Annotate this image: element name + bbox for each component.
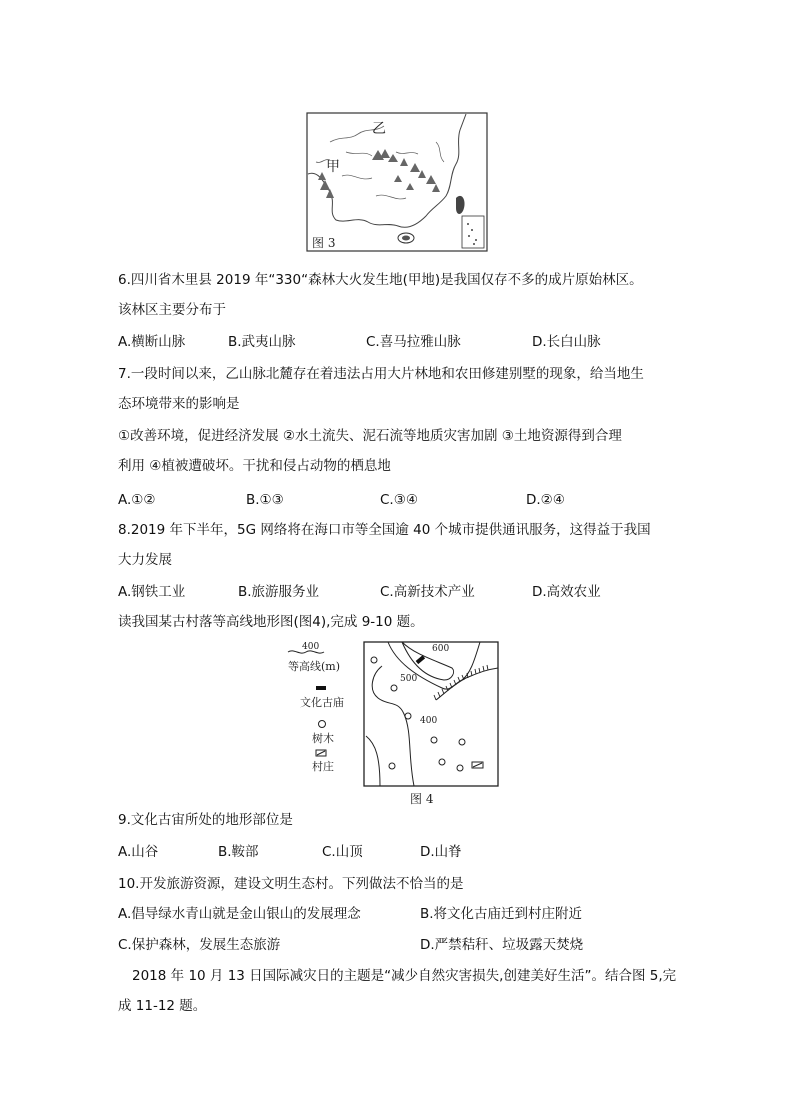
map-mark-yi: 乙 <box>372 121 386 137</box>
legend-tree-label: 树木 <box>312 732 334 745</box>
china-southern-map <box>306 112 488 252</box>
legend-temple-label: 文化古庙 <box>300 696 344 709</box>
q10-stem: 10.开发旅游资源，建设文明生态村。下列做法不恰当的是 <box>118 876 464 892</box>
intro-11-12-line2: 成 11-12 题。 <box>118 998 207 1014</box>
q8-option-b: B.旅游服务业 <box>238 584 320 600</box>
q10-option-d: D.严禁秸秆、垃圾露天焚烧 <box>420 937 584 953</box>
q7-option-c: C.③④ <box>380 492 418 508</box>
q6-option-c: C.喜马拉雅山脉 <box>366 334 461 350</box>
figure-3-label: 图 3 <box>312 236 336 250</box>
legend-contour-label: 等高线(m) <box>288 660 341 673</box>
q7-option-a: A.①② <box>118 492 156 508</box>
q10-option-c: C.保护森林，发展生态旅游 <box>118 937 281 953</box>
q8-option-d: D.高效农业 <box>532 584 601 600</box>
q9-option-b: B.鞍部 <box>218 844 259 860</box>
q8-stem-line2: 大力发展 <box>118 552 172 568</box>
contour-label-500: 500 <box>400 674 418 684</box>
q6-stem-line2: 该林区主要分布于 <box>118 302 226 318</box>
q9-stem: 9.文化古宙所处的地形部位是 <box>118 812 293 828</box>
q6-stem-line1: 6.四川省木里县 2019 年“330“森林大火发生地(甲地)是我国仅存不多的成片原始林区。 <box>118 272 643 288</box>
contour-label-400: 400 <box>420 716 438 726</box>
q9-option-d: D.山脊 <box>420 844 462 860</box>
map-mark-jia: 甲 <box>326 159 340 175</box>
q9-option-a: A.山谷 <box>118 844 159 860</box>
intro-9-10: 读我国某古村落等高线地形图(图4),完成 9-10 题。 <box>118 614 424 630</box>
figure-4-label: 图 4 <box>410 792 434 806</box>
q6-option-a: A.横断山脉 <box>118 334 186 350</box>
q8-option-c: C.高新技术产业 <box>380 584 475 600</box>
legend-village-label: 村庄 <box>312 760 334 773</box>
q7-option-b: B.①③ <box>246 492 284 508</box>
q6-option-b: B.武夷山脉 <box>228 334 296 350</box>
q8-stem-line1: 8.2019 年下半年，5G 网络将在海口市等全国逾 40 个城市提供通讯服务，这得益于我国 <box>118 522 651 538</box>
intro-11-12-line1: 2018 年 10 月 13 日国际减灾日的主题是“减少自然灾害损失,创建美好生活”。结合图 5,完 <box>132 968 677 984</box>
figure-3-map <box>306 112 488 252</box>
q10-option-b: B.将文化古庙迁到村庄附近 <box>420 906 583 922</box>
legend-contour-value: 400 <box>302 642 320 652</box>
q7-items-line2: 利用 ④植被遭破坏。干扰和侵占动物的栖息地 <box>118 458 391 474</box>
contour-label-600: 600 <box>432 644 450 654</box>
q10-option-a: A.倡导绿水青山就是金山银山的发展理念 <box>118 906 361 922</box>
q6-option-d: D.长白山脉 <box>532 334 601 350</box>
q7-option-d: D.②④ <box>526 492 565 508</box>
figure-4-contour-map <box>284 640 502 808</box>
q7-stem-line2: 态环境带来的影响是 <box>118 396 240 412</box>
q7-stem-line1: 7.一段时间以来，乙山脉北麓存在着违法占用大片林地和农田修建别墅的现象，给当地生 <box>118 366 644 382</box>
q9-option-c: C.山顶 <box>322 844 363 860</box>
q7-items-line1: ①改善环境，促进经济发展 ②水土流失、泥石流等地质灾害加剧 ③土地资源得到合理 <box>118 428 622 444</box>
q8-option-a: A.钢铁工业 <box>118 584 186 600</box>
